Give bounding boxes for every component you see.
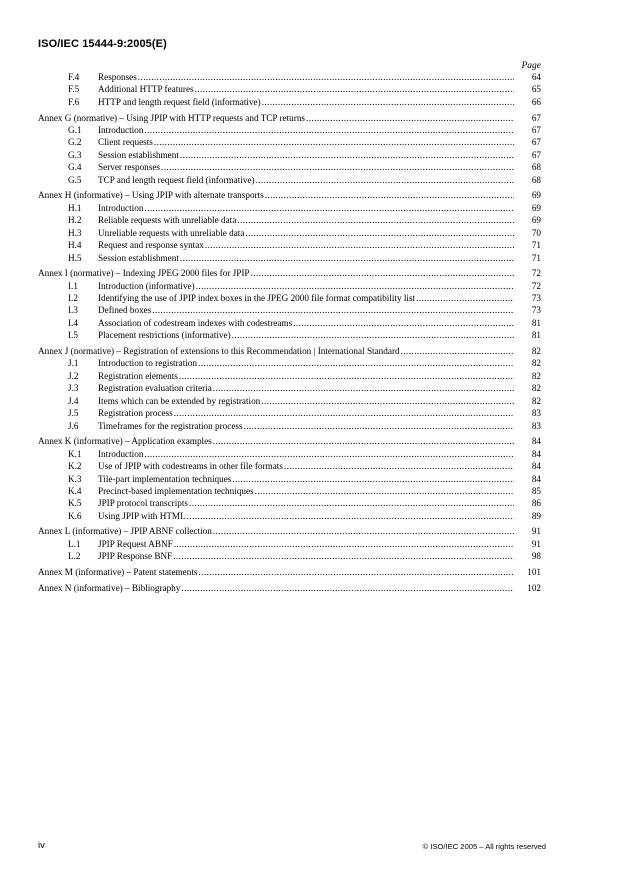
toc-section-number: K.3 bbox=[68, 473, 82, 484]
toc-dot-leader bbox=[256, 174, 514, 186]
footer-copyright: © ISO/IEC 2005 – All rights reserved bbox=[422, 842, 546, 851]
toc-page-number: 83 bbox=[531, 420, 541, 431]
toc-page-number: 101 bbox=[527, 566, 541, 577]
toc-annex-entry[interactable] bbox=[38, 345, 541, 357]
toc-dot-leader bbox=[232, 329, 514, 341]
toc-entry-title: Use of JPIP with codestreams in other file formats bbox=[98, 461, 283, 472]
toc-dot-leader bbox=[213, 525, 514, 537]
toc-page-number: 67 bbox=[531, 124, 541, 135]
toc-section-number: H.3 bbox=[68, 227, 82, 238]
toc-dot-leader bbox=[262, 96, 514, 108]
toc-section-entry[interactable] bbox=[38, 420, 541, 432]
toc-dot-leader bbox=[265, 189, 514, 201]
toc-entry-title: Items which can be extended by registration bbox=[98, 395, 261, 406]
toc-page-number: 73 bbox=[531, 293, 541, 303]
toc-dot-leader bbox=[198, 357, 514, 369]
toc-entry-title: Session establishment bbox=[98, 149, 179, 160]
toc-dot-leader bbox=[401, 345, 514, 357]
toc-page-number: 91 bbox=[531, 538, 541, 549]
toc-section-number: H.1 bbox=[68, 202, 82, 213]
toc-dot-leader bbox=[174, 407, 514, 419]
toc-page-number: 89 bbox=[531, 510, 541, 521]
toc-section-number: K.5 bbox=[68, 498, 82, 509]
toc-section-entry[interactable] bbox=[38, 136, 541, 148]
toc-annex-entry[interactable] bbox=[38, 525, 541, 537]
toc-entry-title: Responses bbox=[98, 72, 137, 82]
toc-page-number: 81 bbox=[531, 330, 541, 341]
toc-dot-leader bbox=[144, 448, 514, 460]
toc-dot-leader bbox=[205, 239, 514, 251]
toc-page-number: 86 bbox=[531, 498, 541, 509]
toc-section-entry[interactable] bbox=[38, 370, 541, 382]
toc-page-number: 65 bbox=[531, 84, 541, 95]
toc-section-entry[interactable] bbox=[38, 357, 541, 369]
toc-dot-leader bbox=[152, 304, 514, 316]
toc-page-number: 66 bbox=[531, 96, 541, 107]
toc-page-number: 82 bbox=[531, 395, 541, 406]
toc-section-entry[interactable] bbox=[38, 497, 541, 509]
toc-section-number: H.5 bbox=[68, 252, 82, 263]
toc-page-number: 70 bbox=[531, 227, 541, 238]
toc-section-entry[interactable] bbox=[38, 239, 541, 251]
toc-section-entry[interactable] bbox=[38, 407, 541, 419]
toc-section-number: J.1 bbox=[68, 358, 79, 369]
toc-dot-leader bbox=[144, 124, 514, 136]
toc-page-number: 69 bbox=[531, 202, 541, 213]
toc-page-number: 84 bbox=[531, 473, 541, 484]
toc-entry-title: Server responses bbox=[98, 162, 160, 173]
toc-entry-title: Annex N (informative) – Bibliography bbox=[38, 582, 181, 593]
toc-section-number: F.5 bbox=[68, 84, 80, 95]
toc-page-number: 71 bbox=[531, 252, 541, 263]
toc-section-entry[interactable] bbox=[38, 550, 541, 562]
toc-entry-title: Annex M (informative) – Patent statements bbox=[38, 566, 198, 577]
page-column-label: Page bbox=[521, 61, 541, 71]
toc-section-number: K.2 bbox=[68, 461, 82, 472]
footer-page-number: iv bbox=[38, 840, 45, 851]
toc-section-number: G.5 bbox=[68, 174, 82, 185]
toc-dot-leader bbox=[237, 214, 514, 226]
toc-dot-leader bbox=[180, 252, 514, 264]
toc-section-entry[interactable] bbox=[38, 460, 541, 472]
toc-entry-title: Reliable requests with unreliable data bbox=[98, 215, 237, 226]
toc-page-number: 98 bbox=[531, 551, 541, 562]
toc-section-number: I.5 bbox=[68, 330, 78, 341]
toc-dot-leader bbox=[261, 395, 514, 407]
toc-section-entry[interactable] bbox=[38, 448, 541, 460]
toc-section-number: I.1 bbox=[68, 280, 78, 291]
toc-entry-title: Identifying the use of JPIP index boxes in the JPEG 2000 file format compatibility list bbox=[98, 293, 416, 303]
toc-annex-entry[interactable] bbox=[38, 582, 541, 594]
toc-section-entry[interactable] bbox=[38, 202, 541, 214]
toc-section-entry[interactable] bbox=[38, 473, 541, 485]
toc-page-number: 85 bbox=[531, 485, 541, 496]
toc-page-number: 67 bbox=[531, 112, 541, 123]
toc-page-number: 81 bbox=[531, 317, 541, 328]
toc-page-number: 64 bbox=[531, 72, 541, 82]
toc-dot-leader bbox=[195, 83, 514, 95]
toc-dot-leader bbox=[161, 161, 514, 173]
toc-page-number: 69 bbox=[531, 190, 541, 201]
toc-section-number: K.6 bbox=[68, 510, 82, 521]
toc-dot-leader bbox=[189, 497, 514, 509]
toc-entry-title: Placement restrictions (informative) bbox=[98, 330, 231, 341]
toc-section-number: J.3 bbox=[68, 383, 79, 394]
toc-section-number: K.4 bbox=[68, 485, 82, 496]
table-of-contents bbox=[38, 71, 541, 594]
toc-entry-title: Annex I (normative) – Indexing JPEG 2000 files for JPIP bbox=[38, 268, 250, 279]
toc-section-number: H.4 bbox=[68, 240, 82, 251]
toc-dot-leader bbox=[232, 473, 514, 485]
toc-page-number: 67 bbox=[531, 137, 541, 148]
toc-entry-title: Using JPIP with HTML bbox=[98, 510, 186, 521]
toc-dot-leader bbox=[213, 382, 514, 394]
toc-entry-title: Registration process bbox=[98, 408, 173, 419]
toc-dot-leader bbox=[179, 370, 514, 382]
toc-page-number: 72 bbox=[531, 268, 541, 279]
toc-page-number: 71 bbox=[531, 240, 541, 251]
toc-entry-title: Precinct-based implementation techniques bbox=[98, 485, 254, 496]
toc-page-number: 72 bbox=[531, 280, 541, 291]
toc-entry-title: Tile-part implementation techniques bbox=[98, 473, 232, 484]
toc-section-entry[interactable] bbox=[38, 304, 541, 316]
toc-section-entry[interactable] bbox=[38, 395, 541, 407]
toc-entry-title: JPIP protocol transcripts bbox=[98, 498, 188, 509]
toc-entry-title: Association of codestream indexes with codestreams bbox=[98, 317, 293, 328]
toc-dot-leader bbox=[181, 582, 514, 594]
toc-dot-leader bbox=[245, 227, 514, 239]
toc-page-number: 83 bbox=[531, 408, 541, 419]
toc-annex-entry[interactable] bbox=[38, 112, 541, 124]
toc-dot-leader bbox=[144, 202, 514, 214]
toc-section-number: K.1 bbox=[68, 448, 82, 459]
toc-annex-entry[interactable] bbox=[38, 435, 541, 447]
toc-page-number: 82 bbox=[531, 383, 541, 394]
toc-section-entry[interactable] bbox=[38, 83, 541, 95]
toc-entry-title: Client requests bbox=[98, 137, 153, 148]
toc-dot-leader bbox=[251, 267, 514, 279]
document-id-header: ISO/IEC 15444-9:2005(E) bbox=[38, 38, 167, 50]
toc-section-number: I.3 bbox=[68, 305, 78, 316]
toc-entry-title: Registration evaluation criteria bbox=[98, 383, 212, 394]
toc-entry-title: JPIP Response BNF bbox=[98, 551, 173, 562]
toc-entry-title: Annex H (informative) – Using JPIP with alternate transports bbox=[38, 190, 264, 201]
toc-section-number: G.1 bbox=[68, 124, 82, 135]
toc-page-number: 82 bbox=[531, 345, 541, 356]
toc-page-number: 84 bbox=[531, 436, 541, 447]
toc-dot-leader bbox=[180, 149, 514, 161]
toc-dot-leader bbox=[198, 566, 514, 578]
toc-entry-title: Registration elements bbox=[98, 370, 178, 381]
toc-section-entry[interactable] bbox=[38, 329, 541, 341]
toc-entry-title: Annex G (normative) – Using JPIP with HTTP requests and TCP returns bbox=[38, 112, 306, 123]
toc-section-entry[interactable] bbox=[38, 149, 541, 161]
toc-section-entry[interactable] bbox=[38, 280, 541, 292]
toc-entry-title: Unreliable requests with unreliable data bbox=[98, 227, 245, 238]
toc-entry-title: JPIP Request ABNF bbox=[98, 538, 173, 549]
toc-section-entry[interactable] bbox=[38, 317, 541, 329]
toc-dot-leader bbox=[196, 280, 514, 292]
toc-dot-leader bbox=[187, 510, 514, 522]
toc-dot-leader bbox=[244, 420, 514, 432]
toc-section-entry[interactable] bbox=[38, 96, 541, 108]
toc-page-number: 68 bbox=[531, 174, 541, 185]
toc-section-entry[interactable] bbox=[38, 510, 541, 522]
toc-entry-title: Introduction (informative) bbox=[98, 280, 195, 291]
toc-entry-title: Timeframes for the registration process bbox=[98, 420, 243, 431]
toc-section-number: F.6 bbox=[68, 96, 80, 107]
toc-annex-entry[interactable] bbox=[38, 267, 541, 279]
toc-section-entry[interactable] bbox=[38, 227, 541, 239]
toc-section-number: I.2 bbox=[68, 293, 78, 303]
toc-section-number: J.4 bbox=[68, 395, 79, 406]
toc-entry-title: Additional HTTP features bbox=[98, 84, 194, 95]
toc-dot-leader bbox=[174, 538, 514, 550]
toc-section-entry[interactable] bbox=[38, 292, 541, 304]
toc-page-number: 73 bbox=[531, 305, 541, 316]
toc-entry-title: Annex K (informative) – Application examples bbox=[38, 436, 212, 447]
toc-section-entry[interactable] bbox=[38, 124, 541, 136]
toc-dot-leader bbox=[138, 71, 514, 83]
toc-section-number: G.4 bbox=[68, 162, 82, 173]
toc-section-number: G.3 bbox=[68, 149, 82, 160]
toc-annex-entry[interactable] bbox=[38, 189, 541, 201]
toc-section-entry[interactable] bbox=[38, 174, 541, 186]
toc-section-entry[interactable] bbox=[38, 485, 541, 497]
toc-page-number: 84 bbox=[531, 461, 541, 472]
toc-entry-title: TCP and length request field (informative) bbox=[98, 174, 255, 185]
toc-section-entry[interactable] bbox=[38, 382, 541, 394]
toc-dot-leader bbox=[154, 136, 514, 148]
toc-entry-title: Introduction bbox=[98, 124, 144, 135]
toc-section-number: J.2 bbox=[68, 370, 79, 381]
toc-section-entry[interactable] bbox=[38, 252, 541, 264]
toc-entry-title: Annex L (informative) – JPIP ABNF collection bbox=[38, 526, 212, 537]
toc-entry-title: Session establishment bbox=[98, 252, 179, 263]
toc-page-number: 82 bbox=[531, 358, 541, 369]
toc-section-number: L.1 bbox=[68, 538, 81, 549]
toc-section-entry[interactable] bbox=[38, 538, 541, 550]
toc-entry-title: Introduction bbox=[98, 202, 144, 213]
toc-page-number: 68 bbox=[531, 162, 541, 173]
toc-page-number: 82 bbox=[531, 370, 541, 381]
toc-entry-title: HTTP and length request field (informative) bbox=[98, 96, 261, 107]
toc-entry-title: Request and response syntax bbox=[98, 240, 204, 251]
toc-page-number: 84 bbox=[531, 448, 541, 459]
toc-page-number: 91 bbox=[531, 526, 541, 537]
toc-section-number: L.2 bbox=[68, 551, 81, 562]
toc-section-number: J.6 bbox=[68, 420, 79, 431]
toc-annex-entry[interactable] bbox=[38, 566, 541, 578]
toc-entry-title: Introduction to registration bbox=[98, 358, 197, 369]
toc-page-number: 67 bbox=[531, 149, 541, 160]
toc-dot-leader bbox=[306, 112, 514, 124]
toc-dot-leader bbox=[284, 460, 514, 472]
toc-dot-leader bbox=[255, 485, 514, 497]
toc-entry-title: Annex J (normative) – Registration of extensions to this Recommendation | International Standard bbox=[38, 345, 400, 356]
toc-section-number: H.2 bbox=[68, 215, 82, 226]
toc-entry-title: Introduction bbox=[98, 448, 144, 459]
toc-section-number: F.4 bbox=[68, 72, 80, 82]
toc-page-number: 69 bbox=[531, 215, 541, 226]
toc-entry-title: Defined boxes bbox=[98, 305, 152, 316]
toc-dot-leader bbox=[173, 550, 514, 562]
toc-section-number: J.5 bbox=[68, 408, 79, 419]
toc-section-number: I.4 bbox=[68, 317, 78, 328]
toc-section-entry[interactable] bbox=[38, 71, 541, 83]
toc-dot-leader bbox=[213, 435, 514, 447]
toc-section-entry[interactable] bbox=[38, 214, 541, 226]
toc-page-number: 102 bbox=[527, 582, 541, 593]
toc-dot-leader bbox=[293, 317, 514, 329]
toc-section-entry[interactable] bbox=[38, 161, 541, 173]
toc-dot-leader bbox=[416, 292, 514, 304]
toc-section-number: G.2 bbox=[68, 137, 82, 148]
